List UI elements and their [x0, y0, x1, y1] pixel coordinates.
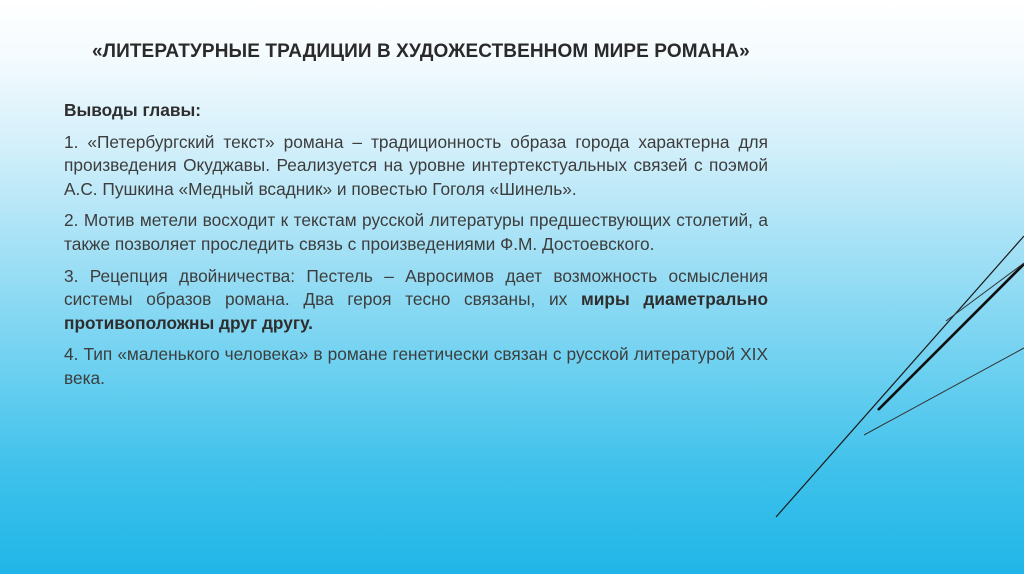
conclusion-point-3 [64, 265, 768, 336]
slide-content [64, 99, 768, 399]
conclusion-point-1: 1. «Петербургский текст» романа – традиционность образа города характерна для произведения Окуджавы. Реализуется на уровне интертекстуальных связей с поэмой А.С. Пушкина «Медный всадник» и повестью Гоголя «Шинель». [64, 131, 768, 199]
chapter-conclusions-heading: Выводы главы: [64, 100, 201, 120]
decorative-line-short-2 [864, 348, 1024, 435]
slide-title: «ЛИТЕРАТУРНЫЕ ТРАДИЦИИ В ХУДОЖЕСТВЕННОМ МИРЕ РОМАНА» [92, 41, 750, 62]
conclusion-point-3-text: 3. Рецепция двойничества: Пестель – Авросимов дает возможность осмысления системы образов романа. Два героя тесно связаны, их [64, 265, 768, 310]
conclusion-point-2: 2. Мотив метели восходит к текстам русской литературы предшествующих столетий, а также позволяет проследить связь с произведениями Ф.М. Достоевского. [64, 210, 768, 254]
decorative-line-long [776, 236, 1024, 517]
conclusion-point-4: 4. Тип «маленького человека» в романе генетически связан с русской литературой XIX века. [64, 344, 768, 388]
conclusion-point-3-emphasis: миры диаметрально противоположны друг другу. [64, 289, 768, 333]
decorative-line-short-1 [946, 263, 1024, 321]
